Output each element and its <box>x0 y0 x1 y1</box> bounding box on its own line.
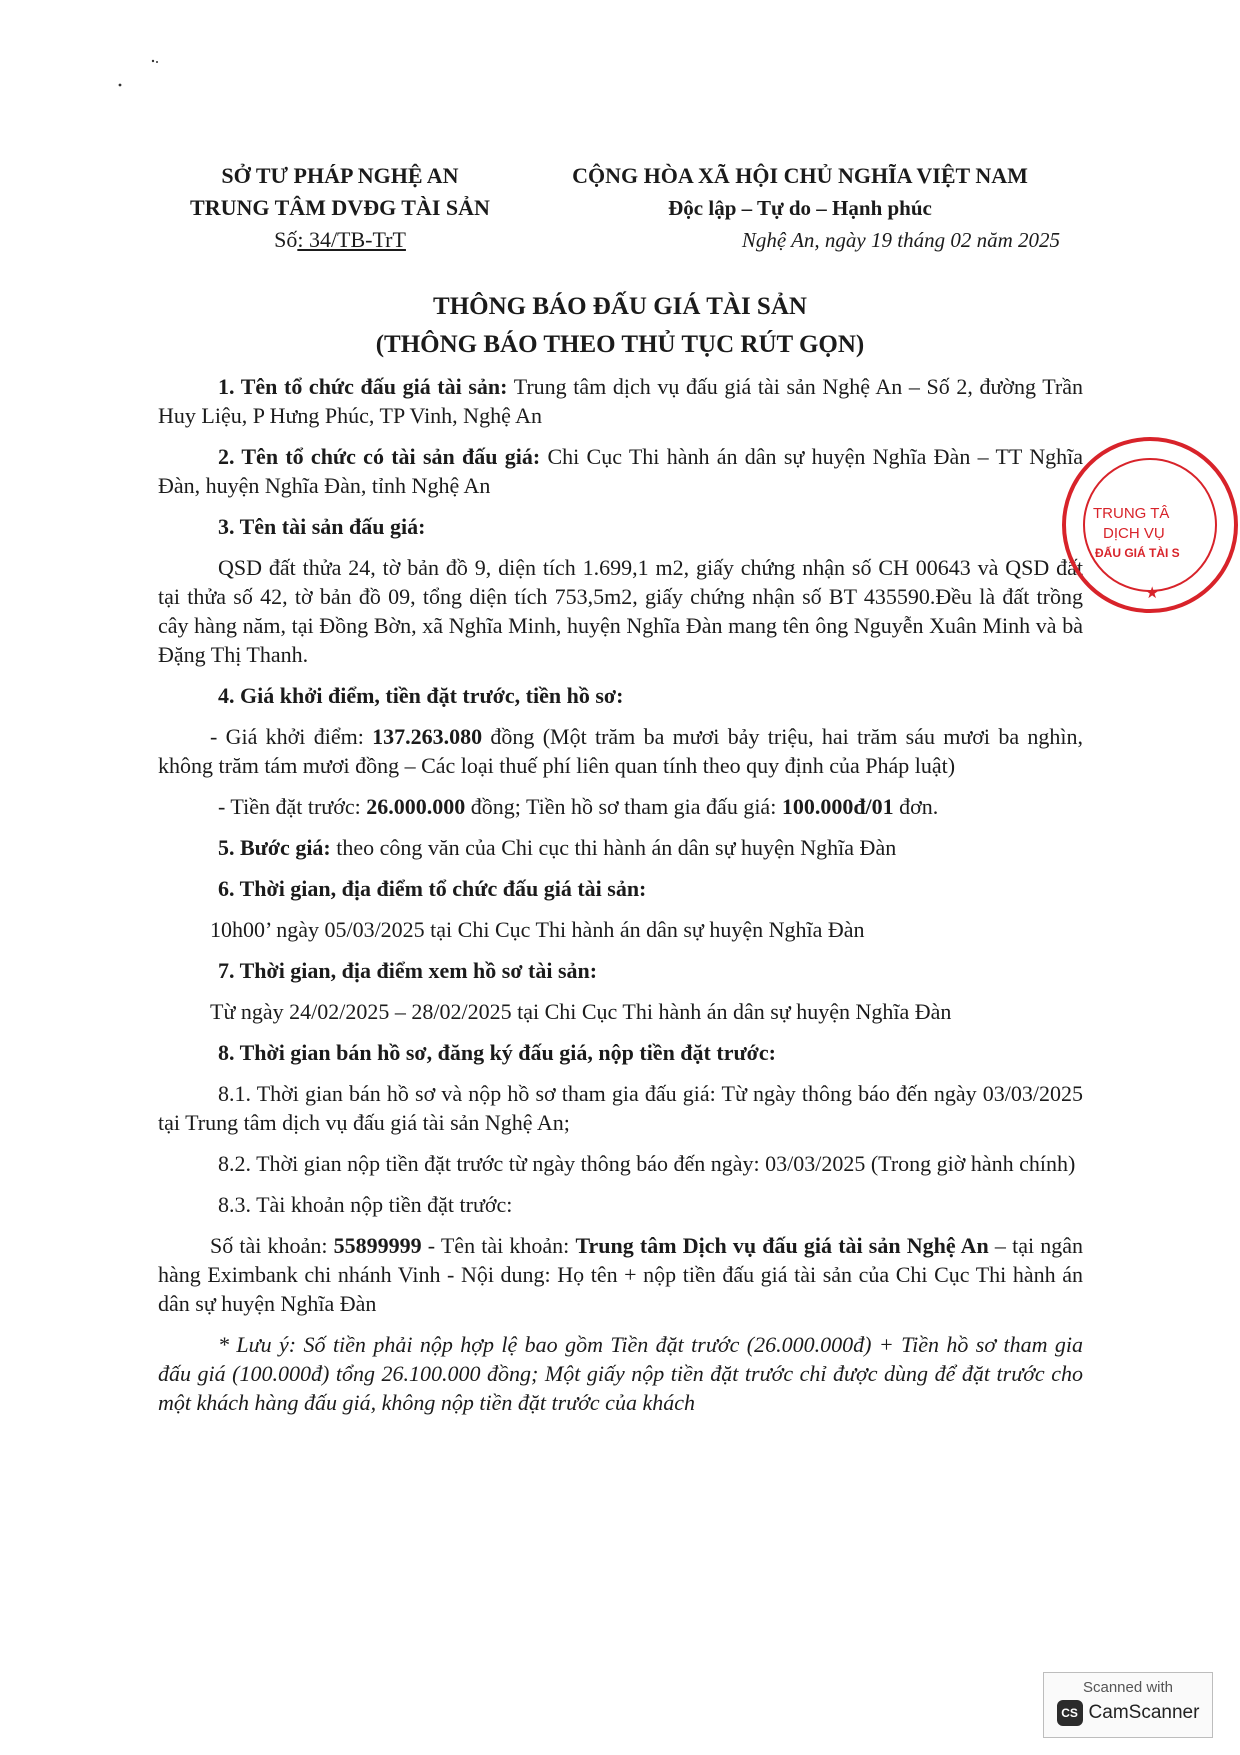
section-8-1: 8.1. Thời gian bán hồ sơ và nộp hồ sơ tham gia đấu giá: Từ ngày thông báo đến ngày 03/03/2025 tại Trung tâm dịch vụ đấu giá tài sản Nghệ An; <box>158 1081 1083 1135</box>
title-line2: (THÔNG BÁO THEO THỦ TỤC RÚT GỌN) <box>375 331 865 358</box>
section-8-3: 8.3. Tài khoản nộp tiền đặt trước: <box>218 1192 513 1217</box>
svg-text:★: ★ <box>1145 585 1160 602</box>
section-2: 2. Tên tổ chức có tài sản đấu giá: Chi Cục Thi hành án dân sự huyện Nghĩa Đàn – TT Nghĩa Đàn, huyện Nghĩa Đàn, tỉnh Nghệ An <box>158 444 1083 498</box>
issue-date: Nghệ An, ngày 19 tháng 02 năm 2025 <box>741 228 1060 252</box>
section-3-heading: 3. Tên tài sản đấu giá: <box>218 514 426 539</box>
stamp-line3: ĐẤU GIÁ TÀI S <box>1095 546 1180 560</box>
camscanner-name: CamScanner <box>1088 1702 1200 1723</box>
section-1: 1. Tên tổ chức đấu giá tài sản: Trung tâm dịch vụ đấu giá tài sản Nghệ An – Số 2, đường Trần Huy Liệu, P Hưng Phúc, TP Vinh, Nghệ An <box>158 374 1083 428</box>
stamp-line2: DỊCH VỤ <box>1103 525 1165 542</box>
number-value: : 34/TB-TrT <box>297 227 406 252</box>
document-number <box>150 224 530 256</box>
issuer-header <box>150 160 530 256</box>
section-8-heading: 8. Thời gian bán hồ sơ, đăng ký đấu giá, nộp tiền đặt trước: <box>218 1040 776 1065</box>
red-stamp <box>1055 430 1240 620</box>
section-6-text: 10h00’ ngày 05/03/2025 tại Chi Cục Thi hành án dân sự huyện Nghĩa Đàn <box>210 917 865 942</box>
section-8-2: 8.2. Thời gian nộp tiền đặt trước từ ngày thông báo đến ngày: 03/03/2025 (Trong giờ hành chính) <box>218 1151 1076 1176</box>
camscanner-badge <box>1043 1672 1213 1738</box>
starting-price: - Giá khởi điểm: 137.263.080 đồng (Một trăm ba mươi bảy triệu, hai trăm sáu mươi ba nghìn, không trăm tám mươi đồng – Các loại thuế phí liên quan tính theo quy định của Pháp luật) <box>158 724 1083 778</box>
scan-specks <box>115 55 175 95</box>
stamp-line1: TRUNG TÂ <box>1093 505 1170 522</box>
bank-account: Số tài khoản: 55899999 - Tên tài khoản: Trung tâm Dịch vụ đấu giá tài sản Nghệ An – tại ngân hàng Eximbank chi nhánh Vinh - Nội dung: Họ tên + nộp tiền đấu giá tài sản của Chi Cục Thi hành án dân sự huyện Nghĩa Đàn <box>158 1233 1084 1316</box>
national-header <box>520 160 1080 256</box>
note: * Lưu ý: Số tiền phải nộp hợp lệ bao gồm Tiền đặt trước (26.000.000đ) + Tiền hồ sơ tham gia đấu giá (100.000đ) tổng 26.100.000 đồng; Một giấy nộp tiền đặt trước chỉ được dùng để đặt trước cho một khách hàng đấu giá, không nộp tiền đặt trước của khách <box>158 1332 1083 1415</box>
title-line1: THÔNG BÁO ĐẤU GIÁ TÀI SẢN <box>433 293 807 320</box>
section-3-text: QSD đất thửa 24, tờ bản đồ 9, diện tích 1.699,1 m2, giấy chứng nhận số CH 00643 và QSD đất tại thửa số 42, tờ bản đồ 09, tổng diện tích 753,5m2, giấy chứng nhận số BT 435590.Đều là đất trồng cây hàng năm, tại Đồng Bờn, xã Nghĩa Minh, huyện Nghĩa Đàn mang tên ông Nguyễn Xuân Minh và bà Đặng Thị Thanh. <box>158 555 1083 667</box>
national-motto: Độc lập – Tự do – Hạnh phúc <box>668 196 932 220</box>
section-7-text: Từ ngày 24/02/2025 – 28/02/2025 tại Chi Cục Thi hành án dân sự huyện Nghĩa Đàn <box>210 999 952 1024</box>
section-4-heading: 4. Giá khởi điểm, tiền đặt trước, tiền hồ sơ: <box>218 683 624 708</box>
number-label: Số <box>274 227 298 252</box>
national-title: CỘNG HÒA XÃ HỘI CHỦ NGHĨA VIỆT NAM <box>572 163 1028 188</box>
section-6-heading: 6. Thời gian, địa điểm tổ chức đấu giá tài sản: <box>218 876 647 901</box>
document-body <box>158 372 1083 1417</box>
deposit-and-fee: - Tiền đặt trước: 26.000.000 đồng; Tiền hồ sơ tham gia đấu giá: 100.000đ/01 đơn. <box>218 794 939 819</box>
document-title <box>0 288 1240 364</box>
camscanner-icon: CS <box>1057 1700 1083 1726</box>
scanned-with-label: Scanned with <box>1082 1679 1174 1696</box>
issuer-line1: SỞ TƯ PHÁP NGHỆ AN <box>221 163 459 188</box>
section-7-heading: 7. Thời gian, địa điểm xem hồ sơ tài sản: <box>218 958 598 983</box>
section-5: 5. Bước giá: theo công văn của Chi cục thi hành án dân sự huyện Nghĩa Đàn <box>218 835 897 860</box>
issuer-line2: TRUNG TÂM DVĐG TÀI SẢN <box>190 195 490 220</box>
